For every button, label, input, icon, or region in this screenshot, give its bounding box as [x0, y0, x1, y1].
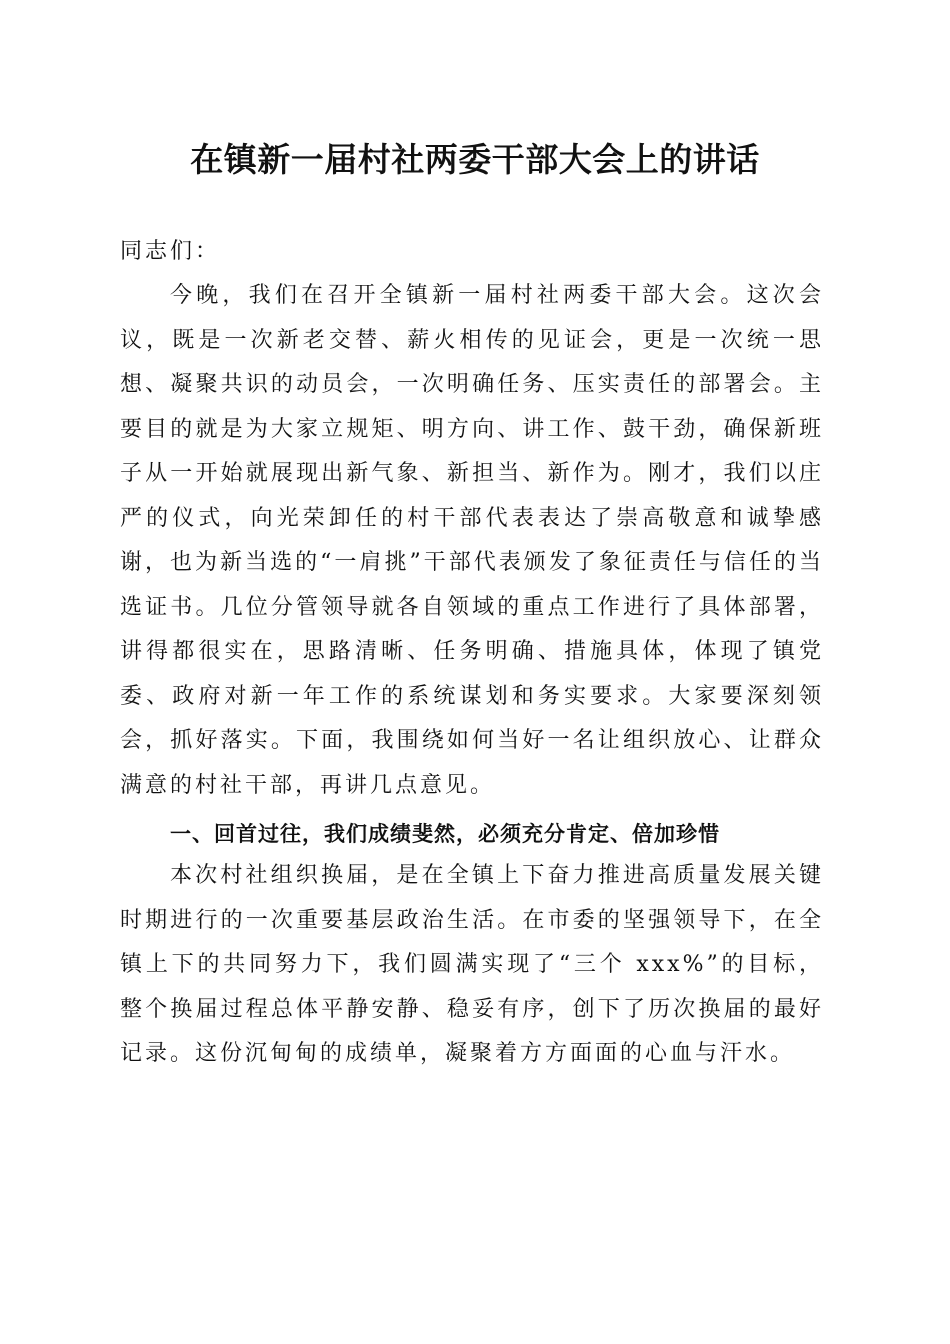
- paragraph-section-1: 本次村社组织换届，是在全镇上下奋力推进高质量发展关键时期进行的一次重要基层政治生活。在市委的坚强领导下，在全镇上下的共同努力下，我们圆满实现了“三个 xxx%”的目标，整个换届过程总体平静安静、稳妥有序，创下了历次换届的最好记录。这份沉甸甸的成绩单，凝聚着方方面面的心血与汗水。: [120, 863, 824, 1066]
- document-title: 在镇新一届村社两委干部大会上的讲话: [190, 140, 760, 179]
- paragraph-opening: 今晚，我们在召开全镇新一届村社两委干部大会。这次会议，既是一次新老交替、薪火相传的见证会，更是一次统一思想、凝聚共识的动员会，一次明确任务、压实责任的部署会。主要目的就是为大家立规矩、明方向、讲工作、鼓干劲，确保新班子从一开始就展现出新气象、新担当、新作为。刚才，我们以庄严的仪式，向光荣卸任的村干部代表表达了崇高敬意和诚挚感谢，也为新当选的“一肩挑”干部代表颁发了象征责任与信任的当选证书。几位分管领导就各自领域的重点工作进行了具体部署，讲得都很实在，思路清晰、任务明确、措施具体，体现了镇党委、政府对新一年工作的系统谋划和务实要求。大家要深刻领会，抓好落实。下面，我围绕如何当好一名让组织放心、让群众满意的村社干部，再讲几点意见。: [120, 283, 824, 798]
- section-heading-1: 一、回首过往，我们成绩斐然，必须充分肯定、倍加珍惜: [170, 822, 720, 846]
- salutation: 同志们：: [120, 239, 221, 264]
